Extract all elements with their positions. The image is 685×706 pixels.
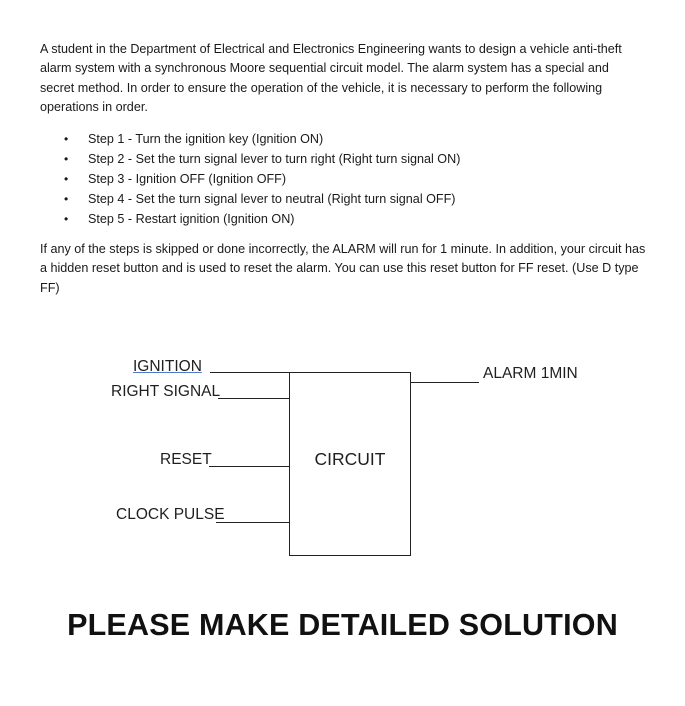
reset-label: RESET	[160, 451, 212, 468]
step-1: Step 1 - Turn the ignition key (Ignition ON)	[88, 132, 324, 146]
clock-pulse-wire	[216, 522, 289, 523]
rules-paragraph: If any of the steps is skipped or done incorrectly, the ALARM will run for 1 minute. In addition, your circuit has a hidden reset button and is used to reset the alarm. You can use this reset button for FF reset. (Use D type FF)	[40, 242, 646, 295]
step-3: Step 3 - Ignition OFF (Ignition OFF)	[88, 172, 287, 186]
steps-list	[40, 129, 600, 229]
list-item	[40, 129, 600, 149]
ignition-wire	[210, 372, 289, 373]
list-item	[40, 189, 600, 209]
alarm-output-label: ALARM 1MIN	[483, 365, 578, 382]
circuit-block	[289, 372, 411, 556]
step-4: Step 4 - Set the turn signal lever to neutral (Right turn signal OFF)	[88, 192, 456, 206]
circuit-diagram	[0, 340, 685, 570]
clock-pulse-label: CLOCK PULSE	[116, 506, 225, 523]
list-item	[40, 169, 600, 189]
step-5: Step 5 - Restart ignition (Ignition ON)	[88, 212, 295, 226]
right-signal-label: RIGHT SIGNAL	[111, 383, 221, 400]
intro-paragraph: A student in the Department of Electrical and Electronics Engineering wants to design a vehicle anti-theft alarm system with a synchronous Moore sequential circuit model. The alarm system has a special and secret method. In order to ensure the operation of the vehicle, it is necessary to perform the following operations in order.	[40, 42, 622, 114]
step-2: Step 2 - Set the turn signal lever to turn right (Right turn signal ON)	[88, 152, 461, 166]
reset-wire	[209, 466, 289, 467]
list-item	[40, 209, 600, 229]
bullet-icon: •	[64, 132, 69, 146]
circuit-label: CIRCUIT	[314, 449, 386, 469]
bullet-icon: •	[64, 152, 69, 166]
ignition-label: IGNITION	[133, 358, 202, 375]
list-item	[40, 149, 600, 169]
alarm-output-wire	[410, 382, 479, 383]
solution-request-heading: PLEASE MAKE DETAILED SOLUTION	[67, 608, 618, 642]
bullet-icon: •	[64, 192, 69, 206]
bullet-icon: •	[64, 212, 69, 226]
right-signal-wire	[218, 398, 289, 399]
bullet-icon: •	[64, 172, 69, 186]
